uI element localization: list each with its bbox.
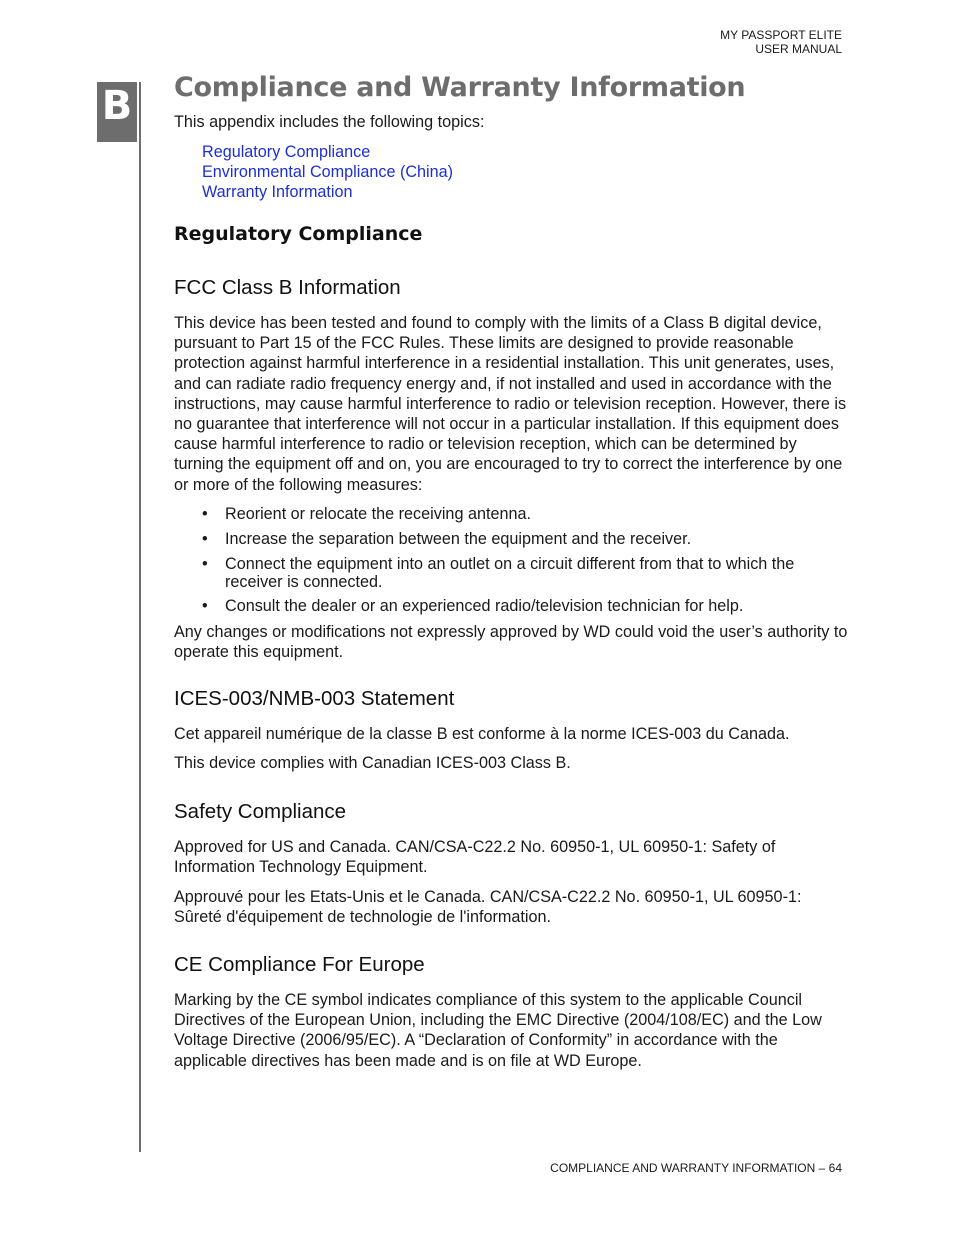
page-footer: COMPLIANCE AND WARRANTY INFORMATION – 64 (550, 1161, 842, 1175)
intro-text: This appendix includes the following topics: (174, 113, 485, 131)
header-product: MY PASSPORT ELITE (720, 28, 842, 42)
ices-heading: ICES-003/NMB-003 Statement (174, 687, 455, 710)
ce-heading: CE Compliance For Europe (174, 953, 425, 976)
running-header (720, 28, 842, 56)
header-manual: USER MANUAL (755, 42, 842, 56)
ce-body: Marking by the CE symbol indicates compliance of this system to the applicable Council Directives of the European Union, including the EMC Directive (2004/108/EC) and the Low Voltage Directive (2006/95/EC). A “Declaration of Conformity” in accordance with the applicable directives has been made and is on file at WD Europe. (174, 991, 822, 1070)
safety-heading: Safety Compliance (174, 800, 347, 823)
ices-french: Cet appareil numérique de la classe B est conforme à la norme ICES-003 du Canada. (174, 725, 790, 743)
ices-english: This device complies with Canadian ICES-003 Class B. (174, 754, 571, 772)
toc-link-environmental[interactable]: Environmental Compliance (China) (202, 163, 454, 181)
safety-french: Approuvé pour les Etats-Unis et le Canada. CAN/CSA-C22.2 No. 60950-1, UL 60950-1: Sûreté d'équipement de technologie de l'information. (174, 888, 802, 927)
toc-link-regulatory[interactable]: Regulatory Compliance (202, 143, 371, 161)
chapter-rule (139, 82, 141, 1152)
appendix-letter-tab: B (97, 82, 137, 142)
toc-link-warranty[interactable]: Warranty Information (202, 183, 353, 201)
fcc-body: This device has been tested and found to comply with the limits of a Class B digital device, pursuant to Part 15 of the FCC Rules. These limits are designed to provide reasonable protection against harmful interference in a residential installation. This unit generates, uses, and can radiate radio frequency energy and, if not installed and used in accordance with the instructions, may cause harmful interference to radio or television reception. However, there is no guarantee that interference will not occur in a particular installation. If this equipment does cause harmful interference to radio or television reception, which can be determined by turning the equipment off and on, you are encouraged to try to correct the interference by one or more of the following measures: (174, 314, 847, 494)
page-title: Compliance and Warranty Information (174, 72, 746, 103)
fcc-closing: Any changes or modifications not expressly approved by WD could void the user’s authority to operate this equipment. (174, 623, 848, 662)
section-heading-regulatory: Regulatory Compliance (174, 223, 423, 245)
fcc-heading: FCC Class B Information (174, 276, 401, 299)
safety-english: Approved for US and Canada. CAN/CSA-C22.2 No. 60950-1, UL 60950-1: Safety of Information Technology Equipment. (174, 838, 776, 877)
